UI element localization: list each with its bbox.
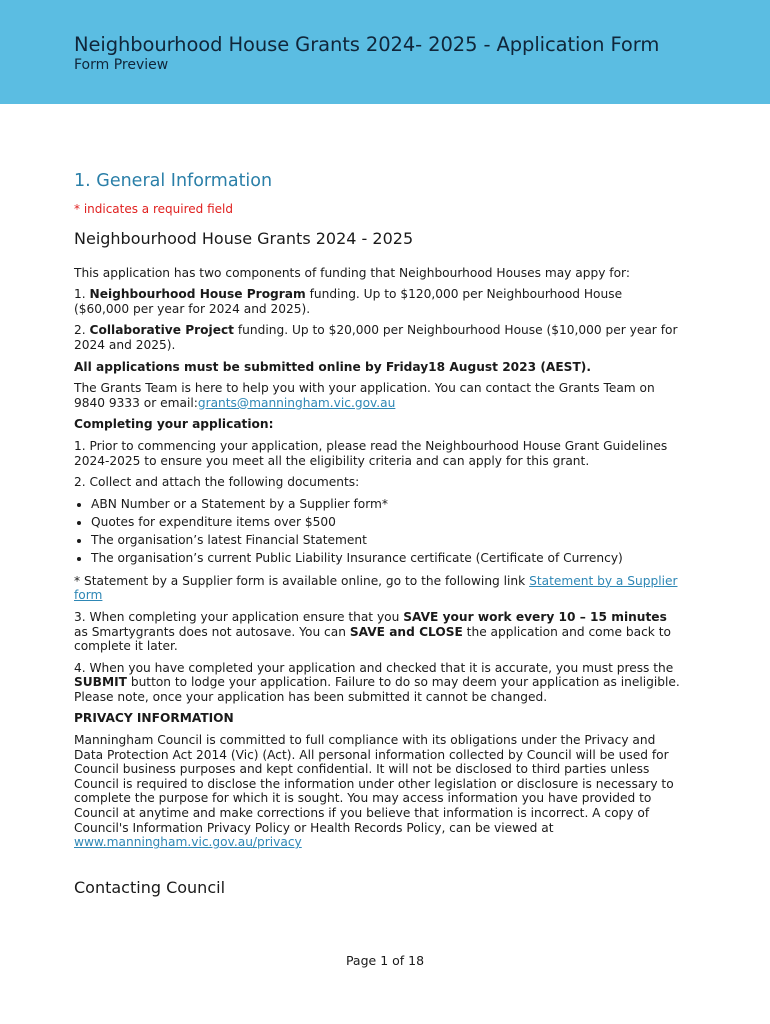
form-title: Neighbourhood House Grants 2024- 2025 - Application Form xyxy=(74,33,660,56)
completing-heading: Completing your application: xyxy=(74,417,274,432)
supplier-form-link[interactable]: Statement by a Supplier form xyxy=(74,573,678,603)
privacy-text: Manningham Council is committed to full compliance with its obligations under the Privacy and Data Protection Act 2014 (Vic) (Act). All personal information collected by Council will be used for Council business purposes and kept confidential. It will not be disclosed to third parties unless Council is required to disclose the information under other legislation or disclosure is necessary to complete the purpose for which it is sought. You may access information you have provided to Council at anytime and make corrections if you believe that information is incorrect. A copy of Council's Information Privacy Policy or Health Records Policy, can be viewed at www.manningham.vic.gov.au/privacy xyxy=(74,733,674,850)
list-item: • ABN Number or a Statement by a Supplier form* xyxy=(91,497,680,512)
page-header xyxy=(0,0,770,104)
form-subtitle: Form Preview xyxy=(74,57,169,73)
step-4: 4. When you have completed your application and checked that it is accurate, you must press the SUBMIT button to lodge your application. Failure to do so may deem your application as ineligible. Please note, once your application has been submitted it cannot be changed. xyxy=(74,660,680,704)
grant-title: Neighbourhood House Grants 2024 - 2025 xyxy=(74,228,414,248)
required-field-note: * indicates a required field xyxy=(74,202,233,216)
section-title: 1. General Information xyxy=(74,171,273,191)
list-item: • The organisation’s latest Financial Statement xyxy=(91,533,680,548)
supplier-note: * Statement by a Supplier form is available online, go to the following link Statement by a Supplier form xyxy=(74,573,678,603)
list-item: • Quotes for expenditure items over $500 xyxy=(91,515,680,530)
step-1: 1. Prior to commencing your application, please read the Neighbourhood House Grant Guidelines 2024-2025 to ensure you meet all the eligibility criteria and can apply for this grant. xyxy=(74,438,668,468)
list-item: • The organisation’s current Public Liability Insurance certificate (Certificate of Currency) xyxy=(91,551,680,566)
form-content xyxy=(74,170,680,898)
help-text: The Grants Team is here to help you with your application. You can contact the Grants Team on 9840 9333 or email:grants@manningham.vic.gov.au xyxy=(74,381,655,410)
contacting-council-title: Contacting Council xyxy=(74,877,226,897)
funding-item-2: 2. Collaborative Project funding. Up to $20,000 per Neighbourhood House ($10,000 per year for 2024 and 2025). xyxy=(74,323,678,352)
step-2: 2. Collect and attach the following documents: xyxy=(74,475,360,490)
privacy-heading: PRIVACY INFORMATION xyxy=(74,711,234,726)
email-link[interactable]: grants@manningham.vic.gov.au xyxy=(197,395,396,410)
funding-item-1: 1. Neighbourhood House Program funding. Up to $120,000 per Neighbourhood House ($60,000 per year for 2024 and 2025). xyxy=(74,287,623,316)
page-number: Page 1 of 18 xyxy=(345,953,425,968)
step-3: 3. When completing your application ensure that you SAVE your work every 10 – 15 minutes as Smartygrants does not autosave. You can SAVE and CLOSE the application and come back to complete it later. xyxy=(74,609,671,654)
deadline-text: All applications must be submitted online by Friday18 August 2023 (AEST). xyxy=(74,359,591,374)
intro-text: This application has two components of funding that Neighbourhood Houses may appy for: xyxy=(74,265,630,280)
privacy-link[interactable]: www.manningham.vic.gov.au/privacy xyxy=(74,835,302,850)
documents-list xyxy=(74,497,680,566)
